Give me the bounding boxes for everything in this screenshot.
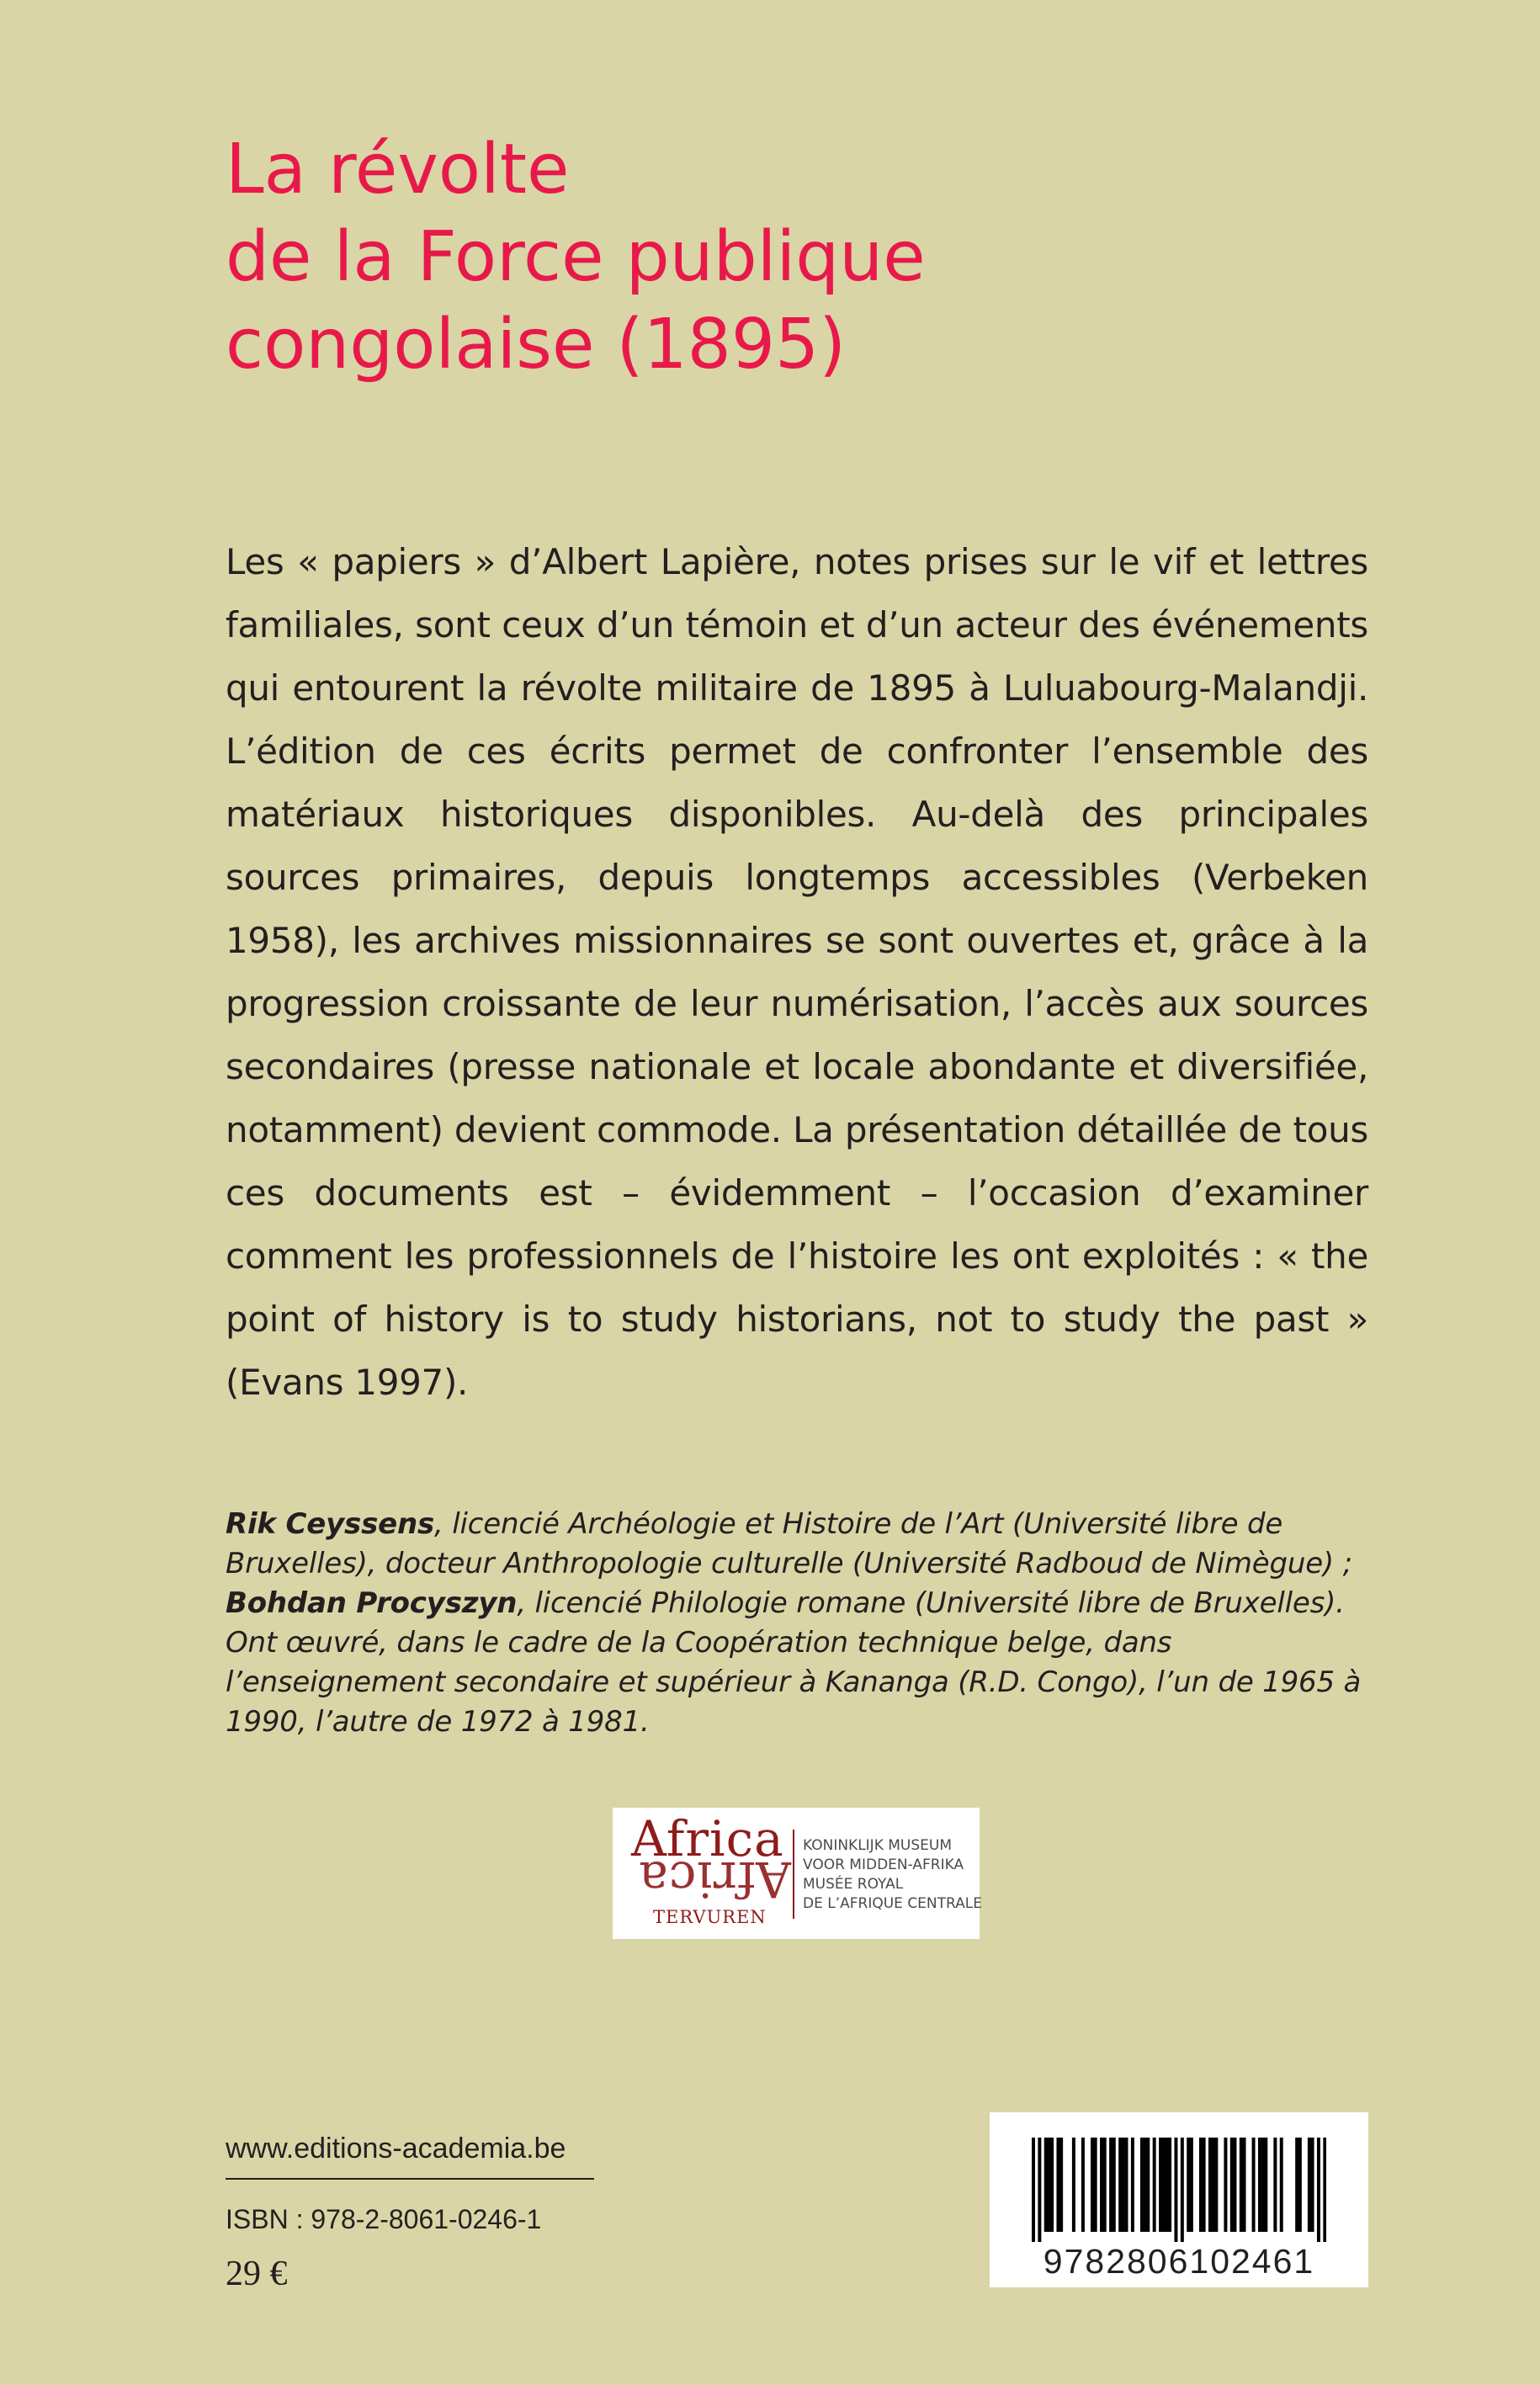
barcode-bar <box>1203 2138 1206 2232</box>
barcode-bar <box>1230 2138 1234 2232</box>
barcode-bar <box>1047 2138 1050 2232</box>
divider-rule <box>226 2178 594 2180</box>
barcode-bar <box>1258 2138 1261 2232</box>
author-description: , licencié Archéologie et Histoire de l’Art (Université libre de Bruxelles), docteur Anthropologie culturelle (Université Radboud de Nimègue) ; <box>226 1507 1352 1580</box>
barcode-bar <box>1144 2138 1147 2232</box>
authors-note: Ont œuvré, dans le cadre de la Coopération technique belge, dans l’enseignement secondaire et supérieur à Kananga (R.D. Congo), l’un de 1965 à 1990, l’autre de 1972 à 1981. <box>226 1626 1362 1739</box>
isbn-text: ISBN : 978-2-8061-0246-1 <box>226 2204 542 2234</box>
barcode-digits: 9782806102461 <box>1043 2242 1315 2281</box>
title-line: de la Force publique <box>226 217 926 297</box>
barcode-bar <box>1032 2138 1035 2242</box>
barcode-bar <box>1199 2138 1203 2232</box>
barcode-bar <box>1323 2138 1326 2242</box>
author-description: , licencié Philologie romane (Université libre de Bruxelles). <box>517 1586 1345 1620</box>
logo-divider <box>793 1830 794 1919</box>
barcode-bar <box>1103 2138 1107 2232</box>
barcode-bar <box>1118 2138 1122 2232</box>
barcode-bar <box>1113 2138 1116 2232</box>
barcode-bar <box>1159 2138 1162 2232</box>
barcode-bar <box>1187 2138 1190 2232</box>
museum-logo <box>613 1808 980 1939</box>
barcode-bar <box>1131 2138 1134 2232</box>
price-text: 29 € <box>226 2255 288 2293</box>
barcode-bar <box>1056 2138 1059 2232</box>
barcode-bar <box>1100 2138 1103 2232</box>
logo-institution-names <box>803 1836 982 1914</box>
logo-name-line: MUSÉE ROYAL <box>803 1876 904 1893</box>
publisher-website[interactable]: www.editions-academia.be <box>226 2133 566 2165</box>
barcode-bar <box>1208 2138 1212 2232</box>
barcode-bar <box>1038 2138 1041 2242</box>
barcode-bar <box>1243 2138 1246 2232</box>
author-name: Bohdan Procyszyn <box>226 1586 518 1620</box>
logo-africa-wordmark: Africa <box>631 1810 784 1867</box>
barcode-bar <box>1317 2138 1320 2242</box>
title-line: La révolte <box>226 130 570 210</box>
barcode-bar <box>1153 2138 1156 2232</box>
book-title <box>226 126 1404 389</box>
logo-name-line: DE L’AFRIQUE CENTRALE <box>803 1895 982 1912</box>
barcode-bar <box>1094 2138 1097 2232</box>
logo-name-line: VOOR MIDDEN-AFRIKA <box>803 1856 964 1873</box>
barcode-bar <box>1165 2138 1168 2232</box>
logo-name-line: KONINKLIJK MUSEUM <box>803 1837 952 1854</box>
barcode-bar <box>1311 2138 1314 2232</box>
author-bios <box>226 1505 1370 1742</box>
barcode-bars <box>1032 2138 1326 2242</box>
logo-place: TERVUREN <box>653 1907 767 1927</box>
barcode-bar <box>1168 2138 1171 2232</box>
barcode-bar <box>1109 2138 1113 2232</box>
barcode-bar <box>1298 2138 1302 2232</box>
title-line: congolaise (1895) <box>226 305 847 385</box>
barcode-bar <box>1190 2138 1193 2232</box>
barcode-bar <box>1125 2138 1128 2232</box>
barcode-bar <box>1212 2138 1215 2232</box>
barcode-bar <box>1044 2138 1048 2232</box>
barcode-bar <box>1059 2138 1063 2232</box>
barcode-bar <box>1050 2138 1054 2232</box>
barcode-bar <box>1308 2138 1311 2232</box>
barcode-bar <box>1072 2138 1075 2232</box>
barcode-bar <box>1214 2138 1218 2232</box>
barcode-bar <box>1146 2138 1150 2232</box>
author-name: Rik Ceyssens <box>226 1507 435 1541</box>
barcode <box>990 2112 1368 2287</box>
barcode-bar <box>1174 2138 1177 2242</box>
barcode-bar <box>1162 2138 1166 2232</box>
barcode-bar <box>1181 2138 1184 2242</box>
barcode-bar <box>1081 2138 1085 2232</box>
barcode-bar <box>1140 2138 1144 2232</box>
barcode-bar <box>1261 2138 1265 2232</box>
barcode-bar <box>1240 2138 1243 2232</box>
barcode-bar <box>1233 2138 1236 2232</box>
barcode-bar <box>1091 2138 1094 2232</box>
book-summary: Les « papiers » d’Albert Lapière, notes prises sur le vif et lettres familiales, sont ceux d’un témoin et d’un acteur des événements qui entourent la révolte militaire de 1895 à Luluabourg-Malandji. L’édition de ces écrits permet de confronter l’ensemble des matériaux historiques disponibles. Au-delà des principales sources primaires, depuis longtemps accessibles (Verbeken 1958), les archives missionnaires se sont ouvertes et, grâce à la progression croissante de leur numérisation, l’accès aux sources secondaires (presse nationale et locale abondante et diversifiée, notamment) devient commode. La présentation détaillée de tous ces documents est – évidemment – l’occasion d’examiner comment les professionnels de l’histoire les ont exploités : « the point of history is to study historians, not to study the past » (Evans 1997). <box>226 541 1368 1403</box>
barcode-bar <box>1264 2138 1267 2232</box>
barcode-bar <box>1224 2138 1227 2232</box>
barcode-bar <box>1252 2138 1256 2232</box>
logo-africa-mirror: Africa <box>638 1851 791 1908</box>
barcode-bar <box>1122 2138 1125 2232</box>
barcode-bar <box>1280 2138 1283 2232</box>
barcode-bar <box>1295 2138 1298 2232</box>
barcode-bar <box>1273 2138 1277 2232</box>
